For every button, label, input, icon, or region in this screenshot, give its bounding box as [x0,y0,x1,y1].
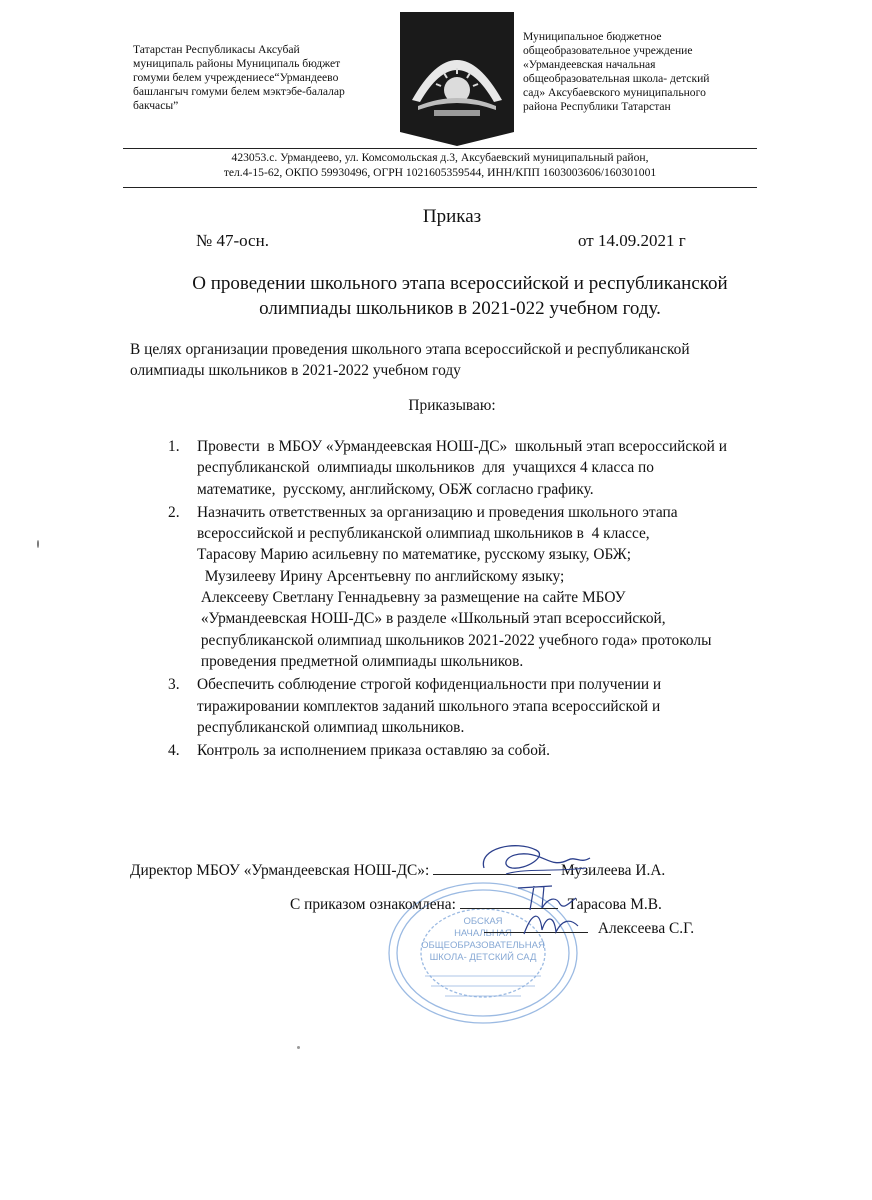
order-item-line: Провести в МБОУ «Урмандеевская НОШ-ДС» школьный этап всероссийской и [197,438,727,455]
address-line-2: тел.4-15-62, ОКПО 59930496, ОГРН 1021605359544, ИНН/КПП 1603003606/160301001 [223,166,657,179]
order-item-line: Музилееву Ирину Арсентьевну по английскому языку; [197,567,565,585]
subject-line-1: О проведении школьного этапа всероссийской и республиканской [192,273,728,294]
order-item-number: 3. [168,676,180,694]
document-title: Приказ [422,206,482,227]
order-item-line: Алексееву Светлану Геннадьевну за размещение на сайте МБОУ [197,589,626,607]
acquainted-row-1 [290,892,662,914]
scan-speck [297,1046,300,1049]
order-item [168,436,808,500]
order-date: от 14.09.2021 г [578,231,686,250]
order-item [168,674,808,738]
director-name: Музилеева И.А. [560,862,666,879]
director-handwritten-signature [476,838,596,882]
intro-line-1: В целях организации проведения школьного этапа всероссийской и республиканской [130,341,690,358]
order-item-line: Контроль за исполнением приказа оставляю за собой. [197,742,550,760]
acquainted-row-2 [484,916,694,938]
order-item-line: Тарасову Марию асильевну по математике, русскому языку, ОБЖ; [197,546,631,564]
order-item-line: республиканской олимпиад школьников. [197,718,465,736]
subject-line-2: олимпиады школьников в 2021-022 учебном году. [259,298,661,319]
order-item-line: «Урмандеевская НОШ-ДС» в разделе «Школьный этап всероссийской, [197,610,666,628]
order-item-line: проведения предметной олимпиады школьников. [197,652,524,670]
order-item [168,502,808,672]
order-item-line: всероссийской и республиканской олимпиад школьников в 4 классе, [197,525,650,543]
order-items-list [168,436,808,763]
stamp-text-3: ОБЩЕОБРАЗОВАТЕЛЬНАЯ [421,940,545,951]
director-label: Директор МБОУ «Урмандеевская НОШ-ДС»: [130,862,430,879]
header-divider-bottom [123,187,757,188]
order-item-line: тиражировании комплектов заданий школьного этапа всероссийской и [197,697,661,715]
order-word: Приказываю: [408,397,496,414]
order-item [168,740,808,761]
intro-line-2: олимпиады школьников в 2021-2022 учебном году [130,362,461,379]
order-item-line: Назначить ответственных за организацию и проведения школьного этапа [197,503,678,521]
coat-of-arms-icon [398,10,516,148]
acquainted-label: С приказом ознакомлена: [290,896,456,913]
order-item-number: 2. [168,503,180,521]
stamp-text-1: ОБСКАЯ [463,916,503,927]
order-item-line: республиканской олимпиад школьников 2021-2022 учебного года» протоколы [197,631,712,649]
order-item-line: республиканской олимпиады школьников для учащихся 4 класса по [197,459,654,477]
address-line-1: 423053.с. Урмандеево, ул. Комсомольская д.3, Аксубаевский муниципальный район, [231,151,649,164]
order-item-line: Обеспечить соблюдение строгой кофиденциальности при получении и [197,676,662,694]
header-divider-top [123,148,757,149]
intro-paragraph [130,339,790,381]
order-number: № 47-осн. [196,231,269,250]
order-item-line: математике, русскому, английскому, ОБЖ согласно графику. [197,480,594,498]
person1-name: Тарасова М.В. [567,896,662,913]
header-right-organization-russian: Муниципальное бюджетное общеобразовательное учреждение «Урмандеевская начальная общеобразовательная школа- детский сад» Аксубаевского муниципального района Республики Татарстан [523,30,710,113]
order-item-number: 1. [168,438,180,455]
stamp-text-4: ШКОЛА- ДЕТСКИЙ САД [429,952,537,963]
order-subject [170,271,750,321]
order-item-number: 4. [168,742,180,760]
header-left-organization-tatar: Татарстан Республикасы Аксубай муниципаль районы Муниципаль бюджет гомуми белем учреждениесе“Урмандеево башлангыч гомуми белем мэктэбе-балалар бакчасы” [133,43,345,112]
scan-mark [37,540,39,548]
person2-handwritten-signature [518,906,588,940]
stamp-text-2: НАЧАЛЬНАЯ [454,928,512,939]
person2-name: Алексеева С.Г. [597,920,695,937]
